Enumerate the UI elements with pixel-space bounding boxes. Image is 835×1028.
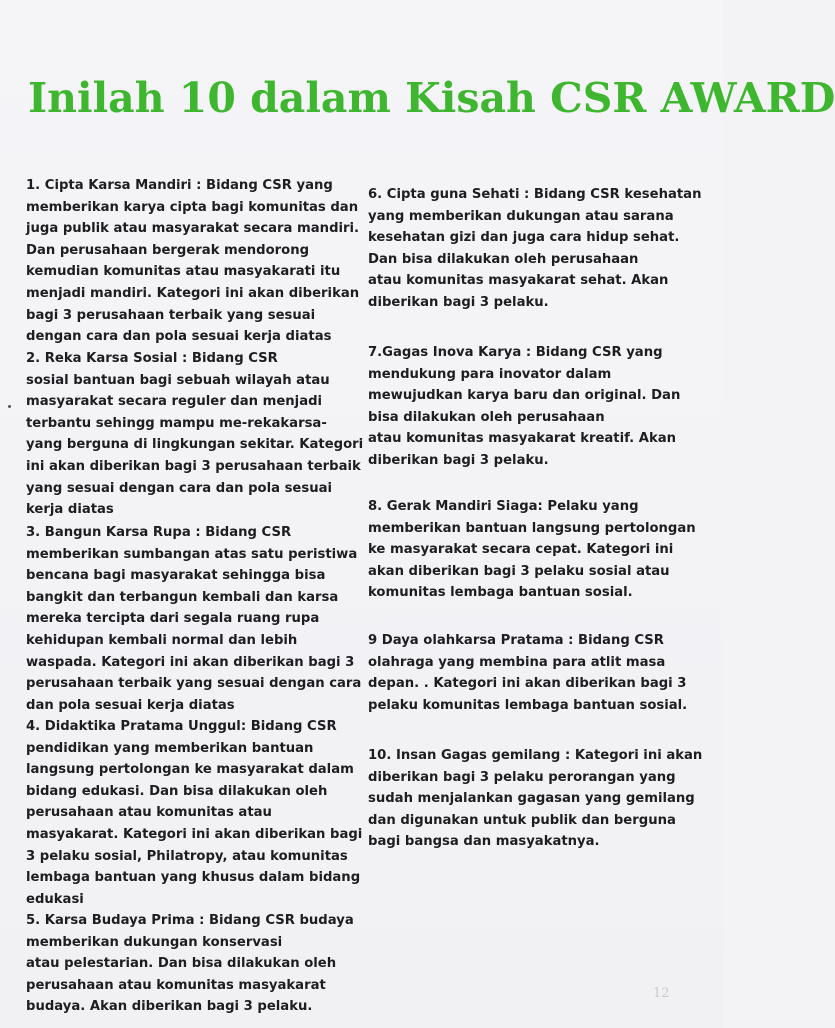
award-item-line: 10. Insan Gagas gemilang : Kategori ini akan xyxy=(368,748,703,763)
award-item-line: ini akan diberikan bagi 3 perusahaan terbaik xyxy=(26,458,361,474)
award-item-line: mendukung para inovator dalam xyxy=(368,366,612,382)
award-item-line: perusahaan atau komunitas masyakarat xyxy=(26,977,326,993)
award-item-line: langsung pertolongan ke masyarakat dalam xyxy=(26,762,354,778)
award-item-line: yang berguna di lingkungan sekitar. Kategori xyxy=(26,437,364,453)
award-item-line: diberikan bagi 3 pelaku perorangan yang xyxy=(368,769,676,785)
award-item-line: budaya. Akan diberikan bagi 3 pelaku. xyxy=(26,999,313,1015)
award-item-line: edukasi xyxy=(26,891,84,907)
award-item-line: atau komunitas masyakarat kreatif. Akan xyxy=(368,431,677,447)
award-item-line: yang sesuai dengan cara dan pola sesuai xyxy=(26,480,333,496)
award-item-line: 7.Gagas Inova Karya : Bidang CSR yang xyxy=(368,345,663,360)
award-item-line: bencana bagi masyarakat sehingga bisa xyxy=(26,568,326,584)
award-item-line: atau komunitas masyakarat sehat. Akan xyxy=(368,273,669,289)
award-item-line: bidang edukasi. Dan bisa dilakukan oleh xyxy=(26,783,328,799)
award-item-line: kemudian komunitas atau masyakarati itu xyxy=(26,264,341,280)
award-item-line: dan digunakan untuk publik dan berguna xyxy=(368,812,676,828)
award-item-line: 3 pelaku sosial, Philatropy, atau komunitas xyxy=(26,848,348,864)
award-item-line: lembaga bantuan yang khusus dalam bidang xyxy=(26,870,361,886)
award-item-line: sosial bantuan bagi sebuah wilayah atau xyxy=(26,372,330,388)
award-item-7 xyxy=(368,342,688,472)
award-item-2 xyxy=(26,348,364,521)
award-item-line: juga publik atau masyarakat secara mandiri. xyxy=(26,221,360,237)
award-item-line: terbantu sehingg mampu me-rekakarsa- xyxy=(26,415,327,431)
award-item-line: perusahaan atau komunitas atau xyxy=(26,805,272,821)
print-speck xyxy=(8,405,11,408)
award-item-line: kesehatan gizi dan juga cara hidup sehat. xyxy=(368,230,680,246)
award-item-line: 2. Reka Karsa Sosial : Bidang CSR xyxy=(26,351,278,366)
award-item-line: pendidikan yang memberikan bantuan xyxy=(26,740,314,756)
award-item-line: 5. Karsa Budaya Prima : Bidang CSR budaya xyxy=(26,913,354,928)
award-item-5 xyxy=(26,910,354,1018)
award-item-line: bagi bangsa dan masyakatnya. xyxy=(368,834,600,850)
award-item-line: diberikan bagi 3 pelaku. xyxy=(368,452,549,468)
award-item-8 xyxy=(368,496,696,604)
page-title: Inilah 10 dalam Kisah CSR AWARD xyxy=(28,74,835,122)
award-item-line: memberikan dukungan konservasi xyxy=(26,934,283,950)
award-item-line: 8. Gerak Mandiri Siaga: Pelaku yang xyxy=(368,499,639,514)
award-item-9 xyxy=(368,630,688,716)
award-item-line: waspada. Kategori ini akan diberikan bagi 3 xyxy=(26,654,355,670)
award-item-line: dan pola sesuai kerja diatas xyxy=(26,697,235,713)
award-item-line: sudah menjalankan gagasan yang gemilang xyxy=(368,791,695,807)
award-item-line: 1. Cipta Karsa Mandiri : Bidang CSR yang xyxy=(26,178,333,193)
award-item-1 xyxy=(26,175,360,348)
award-item-10 xyxy=(368,745,703,853)
award-item-line: komunitas lembaga bantuan sosial. xyxy=(368,585,633,601)
award-item-line: masyakarat. Kategori ini akan diberikan bagi xyxy=(26,826,363,842)
page-number: 12 xyxy=(653,986,670,1001)
award-item-line: memberikan sumbangan atas satu peristiwa xyxy=(26,546,358,562)
award-item-4 xyxy=(26,716,363,910)
award-item-line: kerja diatas xyxy=(26,502,114,518)
award-item-line: akan diberikan bagi 3 pelaku sosial atau xyxy=(368,563,670,579)
award-item-line: depan. . Kategori ini akan diberikan bagi 3 xyxy=(368,676,687,692)
award-item-line: 6. Cipta guna Sehati : Bidang CSR kesehatan xyxy=(368,187,702,202)
award-item-line: bisa dilakukan oleh perusahaan xyxy=(368,409,605,425)
award-item-line: menjadi mandiri. Kategori ini akan diberikan xyxy=(26,285,360,301)
award-item-line: perusahaan terbaik yang sesuai dengan cara xyxy=(26,676,362,692)
award-item-6 xyxy=(368,184,702,314)
award-item-line: bangkit dan terbangun kembali dan karsa xyxy=(26,589,339,605)
award-item-line: memberikan bantuan langsung pertolongan xyxy=(368,520,696,536)
award-item-line: masyarakat secara reguler dan menjadi xyxy=(26,394,323,410)
award-item-line: Dan bisa dilakukan oleh perusahaan xyxy=(368,251,639,267)
award-item-line: pelaku komunitas lembaga bantuan sosial. xyxy=(368,697,688,713)
award-item-line: atau pelestarian. Dan bisa dilakukan oleh xyxy=(26,956,337,972)
award-item-line: diberikan bagi 3 pelaku. xyxy=(368,294,549,310)
award-item-line: kehidupan kembali normal dan lebih xyxy=(26,632,298,648)
award-item-line: bagi 3 perusahaan terbaik yang sesuai xyxy=(26,307,316,323)
award-item-line: dengan cara dan pola sesuai kerja diatas xyxy=(26,329,332,345)
award-item-line: mewujudkan karya baru dan original. Dan xyxy=(368,388,681,404)
award-item-line: mereka tercipta dari segala ruang rupa xyxy=(26,611,320,627)
award-item-line: Dan perusahaan bergerak mendorong xyxy=(26,242,310,258)
award-item-line: olahraga yang membina para atlit masa xyxy=(368,654,666,670)
award-item-line: yang memberikan dukungan atau sarana xyxy=(368,208,674,224)
award-item-line: 4. Didaktika Pratama Unggul: Bidang CSR xyxy=(26,719,337,734)
award-item-line: 3. Bangun Karsa Rupa : Bidang CSR xyxy=(26,525,292,540)
award-item-line: ke masyarakat secara cepat. Kategori ini xyxy=(368,542,674,558)
award-item-line: 9 Daya olahkarsa Pratama : Bidang CSR xyxy=(368,633,664,648)
award-item-3 xyxy=(26,522,362,716)
award-item-line: memberikan karya cipta bagi komunitas dan xyxy=(26,199,359,215)
